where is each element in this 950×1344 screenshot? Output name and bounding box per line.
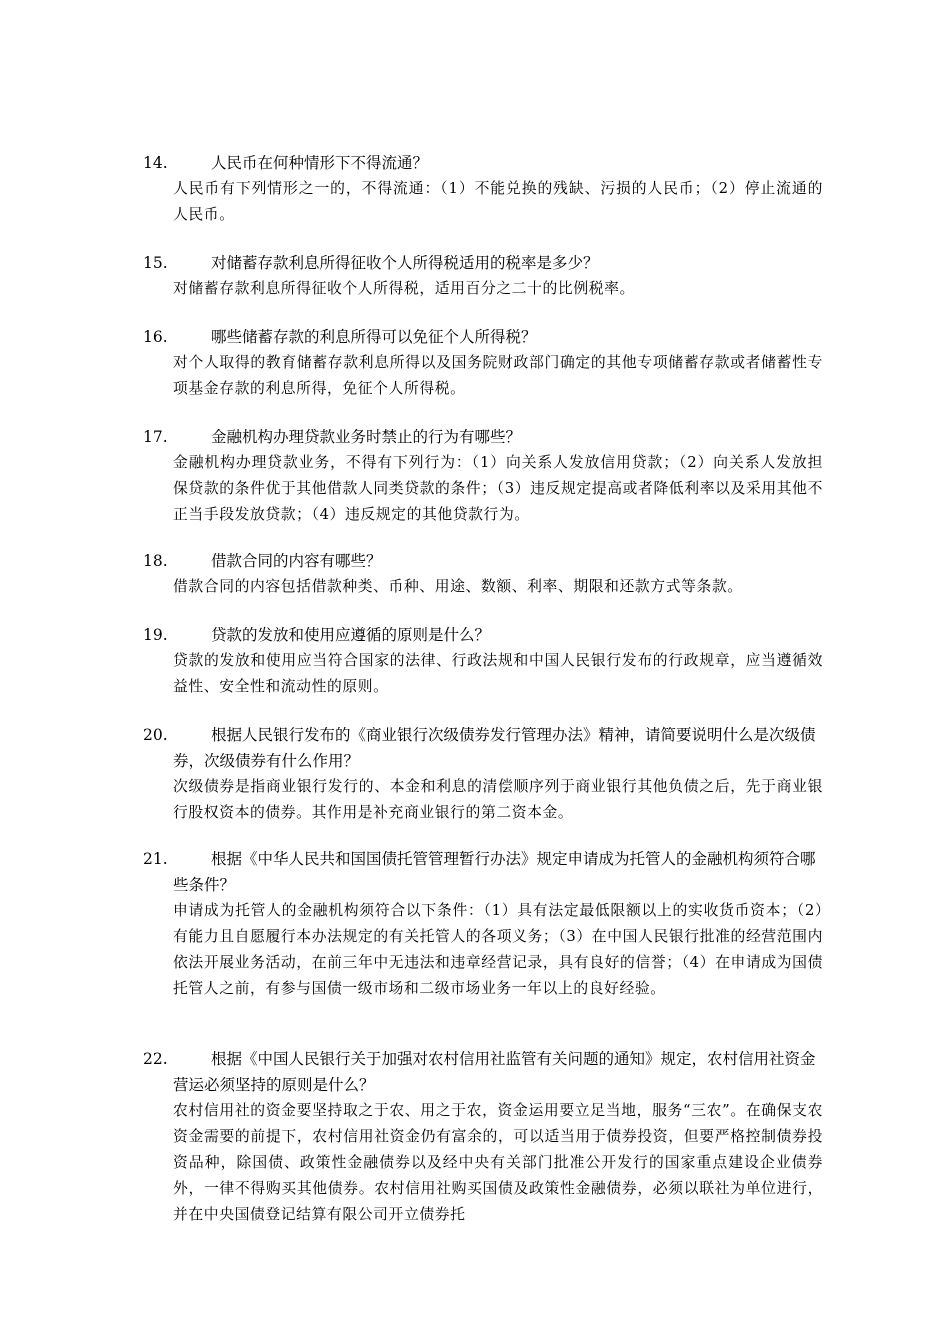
question-line: [143, 548, 823, 574]
answer-text: 贷款的发放和使用应当符合国家的法律、行政法规和中国人民银行发布的行政规章，应当遵循效益性、安全性和流动性的原则。: [173, 652, 823, 695]
answer-text: 人民币有下列情形之一的，不得流通：（1）不能兑换的残缺、污损的人民币；（2）停止流通的人民币。: [173, 180, 823, 223]
qa-item-15: [143, 250, 823, 302]
qa-item-17: [143, 424, 823, 528]
answer-text: 申请成为托管人的金融机构须符合以下条件：（1）具有法定最低限额以上的实收货币资本；（2）有能力且自愿履行本办法规定的有关托管人的各项义务；（3）在中国人民银行批准的经营范围内依法开展业务活动，在前三年中无违法和违章经营记录，具有良好的信誉；（4）在申请成为国债托管人之前，有参与国债一级市场和二级市场业务一年以上的良好经验。: [173, 902, 823, 997]
question-number: 18.: [143, 552, 168, 570]
qa-item-22: [143, 1046, 823, 1228]
question-text: 金融机构办理贷款业务时禁止的行为有哪些？: [211, 428, 522, 446]
question-text: 哪些储蓄存款的利息所得可以免征个人所得税？: [211, 328, 537, 346]
qa-item-14: [143, 150, 823, 228]
question-number: 19.: [143, 626, 168, 644]
question-text: 借款合同的内容有哪些？: [211, 552, 382, 570]
question-number: 21.: [143, 850, 168, 868]
question-line: [143, 324, 823, 350]
question-number: 22.: [143, 1050, 168, 1068]
question-number: 20.: [143, 726, 168, 744]
question-number: 15.: [143, 254, 168, 272]
answer-text: 农村信用社的资金要坚持取之于农、用之于农，资金运用要立足当地，服务“三农”。在确保支农资金需要的前提下，农村信用社资金仍有富余的，可以适当用于债券投资，但要严格控制债券投资品种，除国债、政策性金融债券以及经中央有关部门批准公开发行的国家重点建设企业债券外，一律不得购买其他债券。农村信用社购买国债及政策性金融债券，必须以联社为单位进行，并在中央国债登记结算有限公司开立债券托: [173, 1102, 823, 1223]
question-line: [143, 622, 823, 648]
question-number: 17.: [143, 428, 168, 446]
qa-item-21: [143, 846, 823, 1002]
question-line: [143, 250, 823, 276]
qa-item-16: [143, 324, 823, 402]
question-line: [143, 150, 823, 176]
question-line: [143, 1046, 823, 1098]
question-text: 人民币在何种情形下不得流通？: [211, 154, 429, 172]
qa-item-19: [143, 622, 823, 700]
qa-item-18: [143, 548, 823, 600]
question-text: 贷款的发放和使用应遵循的原则是什么？: [211, 626, 491, 644]
qa-item-20: [143, 722, 823, 826]
question-line: [143, 722, 823, 774]
question-text: 根据人民银行发布的《商业银行次级债券发行管理办法》精神，请简要说明什么是次级债券，次级债券有什么作用？: [173, 726, 816, 770]
question-line: [143, 424, 823, 450]
question-text: 对储蓄存款利息所得征收个人所得税适用的税率是多少？: [211, 254, 599, 272]
question-line: [143, 846, 823, 898]
answer-text: 次级债券是指商业银行发行的、本金和利息的清偿顺序列于商业银行其他负债之后，先于商业银行股权资本的债券。其作用是补充商业银行的第二资本金。: [173, 778, 823, 821]
question-number: 14.: [143, 154, 168, 172]
answer-text: 对个人取得的教育储蓄存款利息所得以及国务院财政部门确定的其他专项储蓄存款或者储蓄性专项基金存款的利息所得，免征个人所得税。: [173, 354, 823, 397]
question-number: 16.: [143, 328, 168, 346]
question-text: 根据《中华人民共和国国债托管管理暂行办法》规定申请成为托管人的金融机构须符合哪些条件？: [173, 850, 816, 894]
answer-text: 对储蓄存款利息所得征收个人所得税，适用百分之二十的比例税率。: [173, 280, 635, 297]
answer-text: 金融机构办理贷款业务，不得有下列行为：（1）向关系人发放信用贷款；（2）向关系人发放担保贷款的条件优于其他借款人同类贷款的条件；（3）违反规定提高或者降低利率以及采用其他不正当手段发放贷款；（4）违反规定的其他贷款行为。: [173, 454, 823, 523]
question-text: 根据《中国人民银行关于加强对农村信用社监管有关问题的通知》规定，农村信用社资金营运必须坚持的原则是什么？: [173, 1050, 816, 1094]
answer-text: 借款合同的内容包括借款种类、币种、用途、数额、利率、期限和还款方式等条款。: [173, 578, 743, 595]
